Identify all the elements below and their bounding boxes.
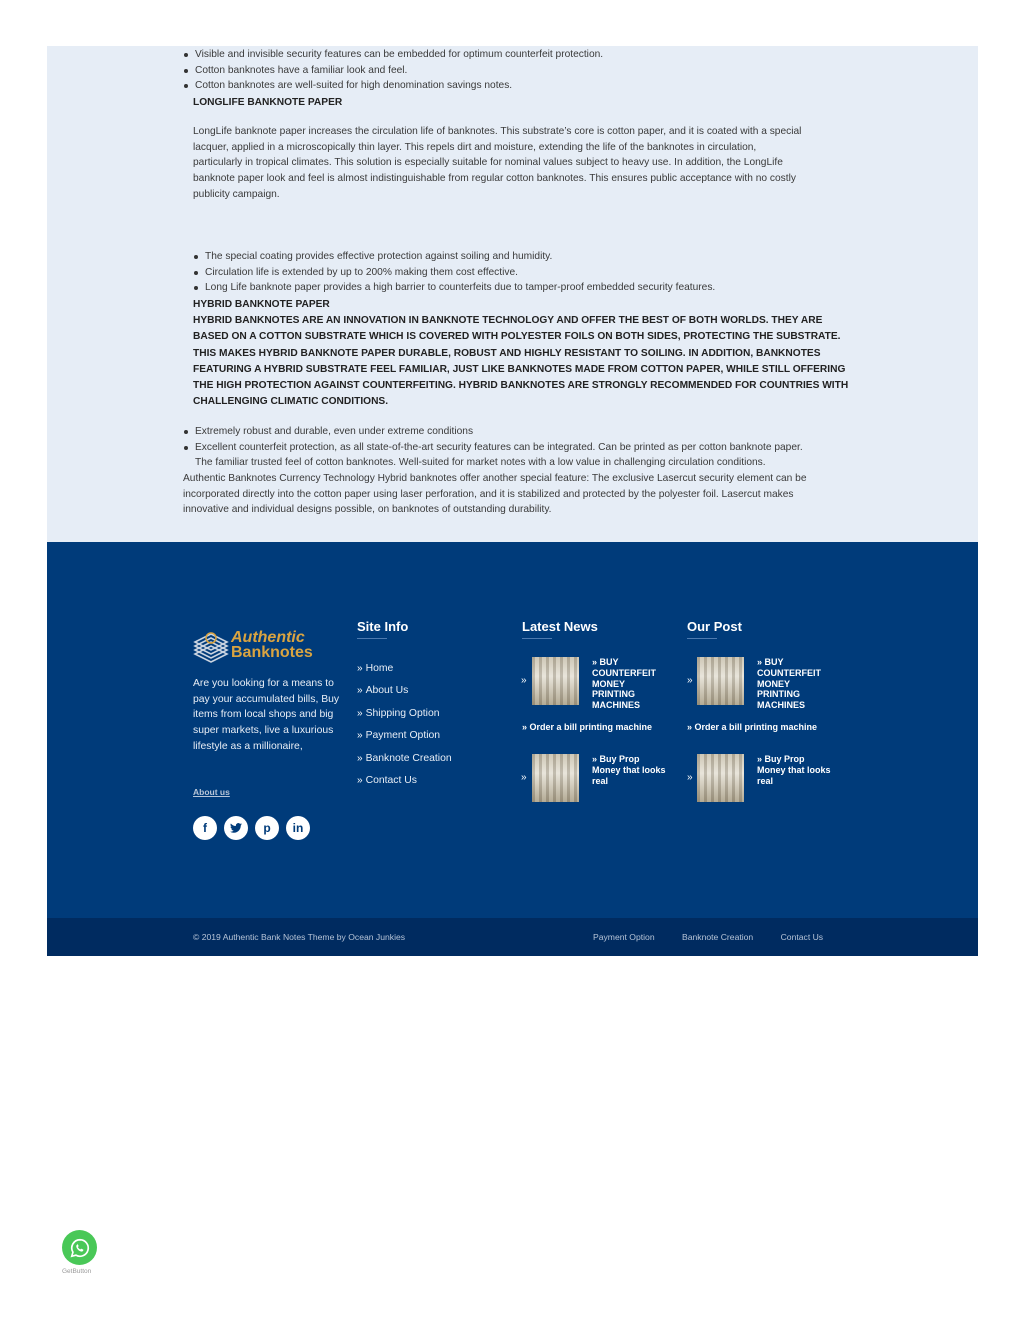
banknote-stack-icon bbox=[193, 624, 229, 666]
post-link-label: Buy Prop Money that looks real bbox=[757, 754, 831, 786]
pinterest-icon[interactable]: p bbox=[255, 816, 279, 840]
getbutton-label: GetButton bbox=[62, 1268, 92, 1275]
longlife-heading: LONGLIFE BANKNOTE PAPER bbox=[193, 97, 343, 108]
news-thumbnail[interactable] bbox=[532, 754, 579, 802]
about-us-link[interactable]: About us bbox=[193, 787, 230, 797]
our-post-title: Our Post bbox=[687, 619, 742, 634]
closing-paragraph bbox=[183, 471, 883, 518]
chevron-right-icon: » bbox=[357, 752, 363, 764]
list-item: Long Life banknote paper provides a high barrier to counterfeits due to tamper-proof embedded security features. bbox=[193, 280, 883, 296]
list-continuation: The familiar trusted feel of cotton banknotes. Well-suited for market notes with a low value in challenging circulation conditions. bbox=[195, 457, 766, 468]
paragraph-line: LongLife banknote paper increases the circulation life of banknotes. This substrate’s core is cotton paper, and it is coated with a special bbox=[193, 126, 802, 137]
post-thumbnail[interactable] bbox=[697, 754, 744, 802]
chevron-right-icon: » bbox=[687, 675, 693, 686]
news-link-label: Order a bill printing machine bbox=[529, 722, 653, 732]
paragraph-line: FEATURING A HYBRID SUBSTRATE FEEL FAMILIAR, JUST LIKE BANKNOTES MADE FROM COTTON PAPER, WHILE STILL OFFERING bbox=[193, 363, 846, 375]
paragraph-line: Authentic Banknotes Currency Technology Hybrid banknotes offer another special feature: The exclusive Lasercut security element can be bbox=[183, 473, 807, 484]
brand-line-2: Banknotes bbox=[231, 644, 313, 661]
list-item: Extremely robust and durable, even under extreme conditions bbox=[183, 424, 883, 440]
bottom-link-payment-option[interactable]: Payment Option bbox=[593, 932, 655, 942]
bottom-link-contact-us[interactable]: Contact Us bbox=[780, 932, 824, 942]
page bbox=[47, 46, 978, 956]
menu-item-banknote-creation[interactable] bbox=[357, 748, 452, 770]
list-item: Excellent counterfeit protection, as all state-of-the-art security features can be integrated. Can be printed as per cotton banknote paper. bbox=[183, 440, 883, 456]
menu-item-label: Contact Us bbox=[365, 775, 417, 787]
paragraph-line: banknote paper look and feel is almost indistinguishable from regular cotton banknotes. This ensures public acceptance with no costly bbox=[193, 173, 796, 185]
menu-item-label: Payment Option bbox=[365, 730, 441, 742]
bottom-link-banknote-creation[interactable]: Banknote Creation bbox=[682, 932, 754, 942]
chevron-right-icon: » bbox=[357, 685, 363, 697]
footer-bottom-bar bbox=[47, 918, 978, 956]
paragraph-line: lacquer, applied in a microscopically thin layer. This repels dirt and moisture, extending the life of the banknotes in circulation, bbox=[193, 141, 757, 153]
menu-item-label: Banknote Creation bbox=[365, 752, 452, 764]
paragraph-line: BASED ON A COTTON SUBSTRATE WHICH IS COVERED WITH POLYESTER FOILS ON BOTH SIDES, PROTECTING THE SUBSTRATE. bbox=[193, 331, 841, 343]
list-item: Circulation life is extended by up to 200% making them cost effective. bbox=[193, 265, 883, 281]
news-link-printing-machines[interactable]: » BUY COUNTERFEIT MONEY PRINTING MACHINES bbox=[592, 657, 656, 711]
linkedin-icon[interactable]: in bbox=[286, 816, 310, 840]
footer bbox=[47, 542, 978, 918]
menu-item-contact-us[interactable] bbox=[357, 770, 452, 792]
news-link-label: BUY COUNTERFEIT MONEY PRINTING MACHINES bbox=[592, 657, 656, 711]
latest-news-title: Latest News bbox=[522, 619, 598, 634]
paragraph-line: THIS MAKES HYBRID BANKNOTE PAPER DURABLE, ROBUST AND HIGHLY RESISTANT TO SOILING. IN ADDITION, BANKNOTES bbox=[193, 347, 821, 359]
site-info-menu bbox=[357, 658, 452, 792]
post-link-bill-printing[interactable]: » Order a bill printing machine bbox=[687, 722, 818, 732]
whatsapp-button[interactable] bbox=[62, 1230, 97, 1265]
copyright-text: © 2019 Authentic Bank Notes Theme by Ocean Junkies bbox=[193, 932, 406, 942]
list-item: The special coating provides effective protection against soiling and humidity. bbox=[193, 249, 883, 265]
paragraph-line: THE HIGH PROTECTION AGAINST COUNTERFEITING. HYBRID BANKNOTES ARE STRONGLY RECOMMENDED FOR COUNTRIES WITH bbox=[193, 380, 849, 392]
brand-line-1: Authentic bbox=[231, 629, 305, 646]
hybrid-heading: HYBRID BANKNOTE PAPER bbox=[193, 299, 330, 310]
longlife-paragraph bbox=[193, 124, 853, 203]
chevron-right-icon: » bbox=[357, 707, 363, 719]
whatsapp-icon bbox=[69, 1237, 91, 1259]
list-item: Visible and invisible security features can be embedded for optimum counterfeit protection. bbox=[183, 47, 883, 63]
menu-item-label: Shipping Option bbox=[365, 707, 440, 719]
news-link-label: Buy Prop Money that looks real bbox=[592, 754, 666, 786]
menu-item-label: About Us bbox=[365, 685, 409, 697]
news-link-prop-money[interactable]: » Buy Prop Money that looks real bbox=[592, 754, 666, 786]
paragraph-line: particularly in tropical climates. This solution is especially suitable for nominal values subject to heavy use. In addition, the LongLife bbox=[193, 157, 783, 169]
chevron-right-icon: » bbox=[357, 730, 363, 742]
menu-item-label: Home bbox=[365, 663, 394, 674]
feature-list-longlife bbox=[193, 249, 883, 296]
social-links bbox=[193, 816, 310, 840]
chevron-right-icon: » bbox=[521, 675, 527, 686]
article-content bbox=[47, 46, 978, 542]
brand-logo[interactable] bbox=[193, 624, 333, 666]
menu-item-about-us[interactable] bbox=[357, 680, 452, 702]
post-link-printing-machines[interactable]: » BUY COUNTERFEIT MONEY PRINTING MACHINES bbox=[757, 657, 821, 711]
list-item: Cotton banknotes have a familiar look and feel. bbox=[183, 63, 883, 79]
hybrid-caps-paragraph bbox=[193, 313, 893, 411]
footer-bottom-links bbox=[593, 932, 848, 942]
twitter-icon[interactable] bbox=[224, 816, 248, 840]
about-description: Are you looking for a means to pay your accumulated bills, Buy items from local shops and big super markets, live a luxurious lifestyle as a millionaire, bbox=[193, 678, 340, 752]
post-thumbnail[interactable] bbox=[697, 657, 744, 705]
paragraph-line: HYBRID BANKNOTES ARE AN INNOVATION IN BANKNOTE TECHNOLOGY AND OFFER THE BEST OF BOTH WORLDS. THEY ARE bbox=[193, 315, 823, 326]
chevron-right-icon: » bbox=[521, 772, 527, 783]
site-info-title: Site Info bbox=[357, 619, 409, 634]
news-link-bill-printing[interactable]: » Order a bill printing machine bbox=[522, 722, 653, 732]
post-link-label: BUY COUNTERFEIT MONEY PRINTING MACHINES bbox=[757, 657, 821, 711]
menu-item-payment-option[interactable] bbox=[357, 725, 452, 747]
paragraph-line: publicity campaign. bbox=[193, 188, 280, 200]
news-thumbnail[interactable] bbox=[532, 657, 579, 705]
chevron-right-icon: » bbox=[687, 772, 693, 783]
menu-item-shipping-option[interactable] bbox=[357, 703, 452, 725]
feature-list-cotton bbox=[183, 47, 883, 94]
post-link-prop-money[interactable]: » Buy Prop Money that looks real bbox=[757, 754, 831, 786]
paragraph-line: innovative and individual designs possible, on banknotes of outstanding durability. bbox=[183, 504, 552, 516]
feature-list-hybrid bbox=[183, 424, 883, 455]
chevron-right-icon: » bbox=[357, 775, 363, 787]
brand-wordmark bbox=[231, 630, 313, 660]
facebook-icon[interactable]: f bbox=[193, 816, 217, 840]
list-item: Cotton banknotes are well-suited for high denomination savings notes. bbox=[183, 78, 883, 94]
paragraph-line: incorporated directly into the cotton paper using laser perforation, and it is stabilized and protected by the polyester foil. Lasercut makes bbox=[183, 488, 794, 500]
paragraph-line: CHALLENGING CLIMATIC CONDITIONS. bbox=[193, 396, 389, 408]
menu-item-home[interactable] bbox=[357, 658, 452, 680]
chevron-right-icon: » bbox=[357, 663, 363, 674]
post-link-label: Order a bill printing machine bbox=[694, 722, 818, 732]
